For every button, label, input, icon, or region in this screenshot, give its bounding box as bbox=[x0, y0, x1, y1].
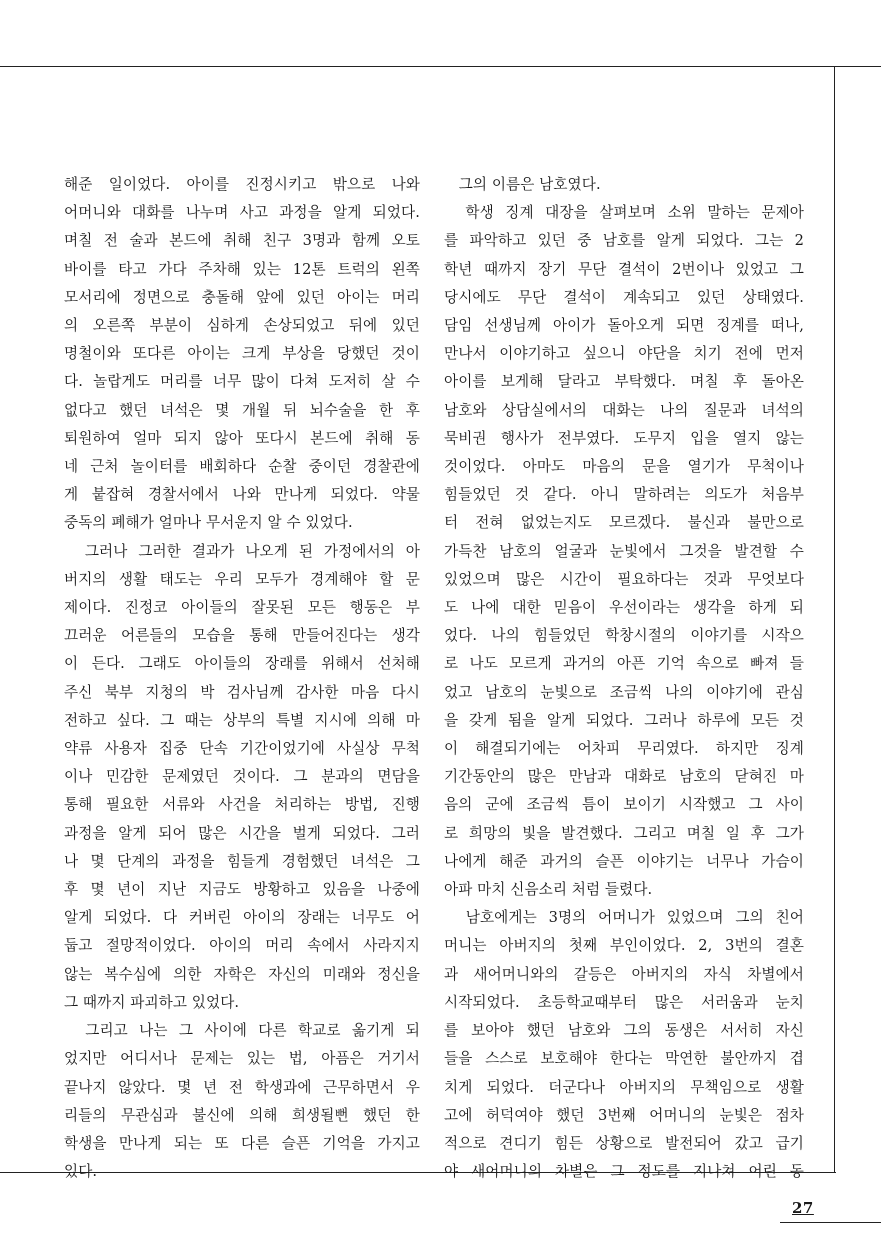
text-line: 묵비권 행사가 전부였다. 도무지 입을 열지 않는 bbox=[444, 429, 804, 447]
text-line: 퇴원하여 얼마 되지 않아 또다시 본드에 취해 동 bbox=[64, 429, 420, 447]
text-line: 약류 사용자 집중 단속 기간이었기에 사실상 무척 bbox=[64, 740, 420, 758]
text-line: 다. 놀랍게도 머리를 너무 많이 다쳐 도저히 살 수 bbox=[64, 373, 420, 391]
text-line: 었지만 어디서나 문제는 있는 법, 아픔은 거기서 bbox=[64, 1050, 420, 1068]
text-line: 바이를 타고 가다 주차해 있는 12톤 트럭의 왼쪽 bbox=[64, 260, 420, 278]
text-line: 과정을 알게 되어 많은 시간을 벌게 되었다. 그러 bbox=[64, 824, 420, 842]
text-line: 이나 민감한 문제였던 것이다. 그 분과의 면담을 bbox=[64, 768, 420, 786]
text-line: 아이를 보게해 달라고 부탁했다. 며칠 후 돌아온 bbox=[444, 373, 804, 391]
text-line: 학생 징계 대장을 살펴보며 소위 말하는 문제아 bbox=[444, 204, 804, 222]
text-line: 고에 허덕여야 했던 3번째 어머니의 눈빛은 점차 bbox=[444, 1106, 804, 1124]
text-line: 그리고 나는 그 사이에 다른 학교로 옮기게 되 bbox=[64, 1022, 420, 1040]
text-line: 들을 스스로 보호해야 한다는 막연한 불안까지 겹 bbox=[444, 1050, 804, 1068]
text-line: 만나서 이야기하고 싶으니 야단을 치기 전에 먼저 bbox=[444, 345, 804, 363]
text-line: 어머니와 대화를 나누며 사고 과정을 알게 되었다. bbox=[64, 204, 420, 222]
text-line: 그 때까지 파괴하고 있었다. bbox=[64, 993, 240, 1011]
text-line: 기간동안의 많은 만남과 대화로 남호의 닫혀진 마 bbox=[444, 768, 804, 786]
text-line: 야 새어머니의 차별은 그 정도를 지나쳐 어린 동 bbox=[444, 1163, 804, 1181]
text-line: 끄러운 어른들의 모습을 통해 만들어진다는 생각 bbox=[64, 627, 420, 645]
text-line: 당시에도 무단 결석이 계속되고 있던 상태였다. bbox=[444, 288, 804, 306]
text-line: 게 붙잡혀 경찰서에서 나와 만나게 되었다. 약물 bbox=[64, 486, 420, 504]
text-line: 나에게 해준 과거의 슬픈 이야기는 너무나 가슴이 bbox=[444, 852, 804, 870]
text-line: 시작되었다. 초등학교때부터 많은 서러움과 눈치 bbox=[444, 993, 804, 1011]
text-line: 힘들었던 것 같다. 아니 말하려는 의도가 처음부 bbox=[444, 486, 804, 504]
text-line: 남호에게는 3명의 어머니가 있었으며 그의 친어 bbox=[444, 909, 804, 927]
text-line: 없다고 했던 녀석은 몇 개월 뒤 뇌수술을 한 후 bbox=[64, 401, 420, 419]
text-line: 며칠 전 술과 본드에 취해 친구 3명과 함께 오토 bbox=[64, 232, 420, 250]
text-line: 치게 되었다. 더군다나 아버지의 무책임으로 생활 bbox=[444, 1078, 804, 1096]
text-line: 네 근처 놀이터를 배회하다 순찰 중이던 경찰관에 bbox=[64, 458, 420, 476]
text-line: 를 파악하고 있던 중 남호를 알게 되었다. 그는 2 bbox=[444, 232, 804, 250]
text-line: 나 몇 단계의 과정을 힘들게 경험했던 녀석은 그 bbox=[64, 852, 420, 870]
text-line: 이 든다. 그래도 아이들의 장래를 위해서 선처해 bbox=[64, 655, 420, 673]
footer-rule bbox=[780, 1222, 881, 1223]
text-line: 담임 선생님께 아이가 돌아오게 되면 징계를 떠나, bbox=[444, 317, 804, 335]
top-rule bbox=[0, 66, 881, 67]
text-line: 터 전혀 없었는지도 모르겠다. 불신과 불만으로 bbox=[444, 514, 804, 532]
text-line: 남호와 상담실에서의 대화는 나의 질문과 녀석의 bbox=[444, 401, 804, 419]
text-line: 중독의 폐해가 얼마나 무서운지 알 수 있었다. bbox=[64, 514, 353, 532]
text-line: 이 해결되기에는 어차피 무리였다. 하지만 징계 bbox=[444, 740, 804, 758]
text-line: 를 보아야 했던 남호와 그의 동생은 서서히 자신 bbox=[444, 1022, 804, 1040]
text-line: 음의 군에 조금씩 틈이 보이기 시작했고 그 사이 bbox=[444, 796, 804, 814]
page-number: 27 bbox=[792, 1199, 814, 1217]
text-line: 아파 마치 신음소리 처럼 들렸다. bbox=[444, 881, 653, 899]
left-column bbox=[64, 171, 420, 1186]
text-line: 가득찬 남호의 얼굴과 눈빛에서 그것을 발견할 수 bbox=[444, 542, 804, 560]
text-line: 리들의 무관심과 불신에 의해 희생될뻔 했던 한 bbox=[64, 1106, 420, 1124]
text-line: 의 오른쪽 부분이 심하게 손상되었고 뒤에 있던 bbox=[64, 317, 420, 335]
text-line: 알게 되었다. 다 커버린 아이의 장래는 너무도 어 bbox=[64, 909, 420, 927]
text-line: 모서리에 정면으로 충돌해 앞에 있던 아이는 머리 bbox=[64, 288, 420, 306]
text-line: 해준 일이었다. 아이를 진정시키고 밖으로 나와 bbox=[64, 176, 420, 193]
text-line: 후 몇 년이 지난 지금도 방황하고 있음을 나중에 bbox=[64, 881, 420, 899]
text-line: 로 나도 모르게 과거의 아픈 기억 속으로 빠져 들 bbox=[444, 655, 804, 673]
text-line: 었고 남호의 눈빛으로 조금씩 나의 이야기에 관심 bbox=[444, 683, 804, 701]
text-line: 버지의 생활 태도는 우리 모두가 경계해야 할 문 bbox=[64, 570, 420, 588]
text-line: 적으로 견디기 힘든 상황으로 발전되어 갔고 급기 bbox=[444, 1134, 804, 1152]
text-line: 그의 이름은 남호였다. bbox=[444, 176, 601, 193]
text-line: 학년 때까지 장기 무단 결석이 2번이나 있었고 그 bbox=[444, 260, 804, 278]
text-line: 도 나에 대한 믿음이 우선이라는 생각을 하게 되 bbox=[444, 599, 804, 617]
text-line: 제이다. 진정코 아이들의 잘못된 모든 행동은 부 bbox=[64, 599, 420, 617]
text-line: 전하고 싶다. 그 때는 상부의 특별 지시에 의해 마 bbox=[64, 711, 420, 729]
text-line: 주신 북부 지청의 박 검사님께 감사한 마음 다시 bbox=[64, 683, 420, 701]
text-line: 통해 필요한 서류와 사건을 처리하는 방법, 진행 bbox=[64, 796, 420, 814]
text-line: 있다. bbox=[64, 1163, 98, 1181]
right-rule bbox=[834, 66, 835, 1173]
text-line: 그러나 그러한 결과가 나오게 된 가정에서의 아 bbox=[64, 542, 420, 560]
text-line: 있었으며 많은 시간이 필요하다는 것과 무엇보다 bbox=[444, 570, 804, 588]
text-line: 것이었다. 아마도 마음의 문을 열기가 무척이나 bbox=[444, 458, 804, 476]
text-line: 과 새어머니와의 갈등은 아버지의 자식 차별에서 bbox=[444, 965, 804, 983]
text-line: 둡고 절망적이었다. 아이의 머리 속에서 사라지지 bbox=[64, 937, 420, 955]
text-line: 로 희망의 빛을 발견했다. 그리고 며칠 일 후 그가 bbox=[444, 824, 804, 842]
right-column bbox=[444, 171, 804, 1186]
text-line: 끝나지 않았다. 몇 년 전 학생과에 근무하면서 우 bbox=[64, 1078, 420, 1096]
text-line: 명철이와 또다른 아이는 크게 부상을 당했던 것이 bbox=[64, 345, 420, 363]
text-line: 을 갖게 됨을 알게 되었다. 그러나 하루에 모든 것 bbox=[444, 711, 804, 729]
text-line: 머니는 아버지의 첫째 부인이었다. 2, 3번의 결혼 bbox=[444, 937, 804, 955]
text-line: 었다. 나의 힘들었던 학창시절의 이야기를 시작으 bbox=[444, 627, 804, 645]
text-line: 학생을 만나게 되는 또 다른 슬픈 기억을 가지고 bbox=[64, 1134, 420, 1152]
text-line: 않는 복수심에 의한 자학은 자신의 미래와 정신을 bbox=[64, 965, 420, 983]
